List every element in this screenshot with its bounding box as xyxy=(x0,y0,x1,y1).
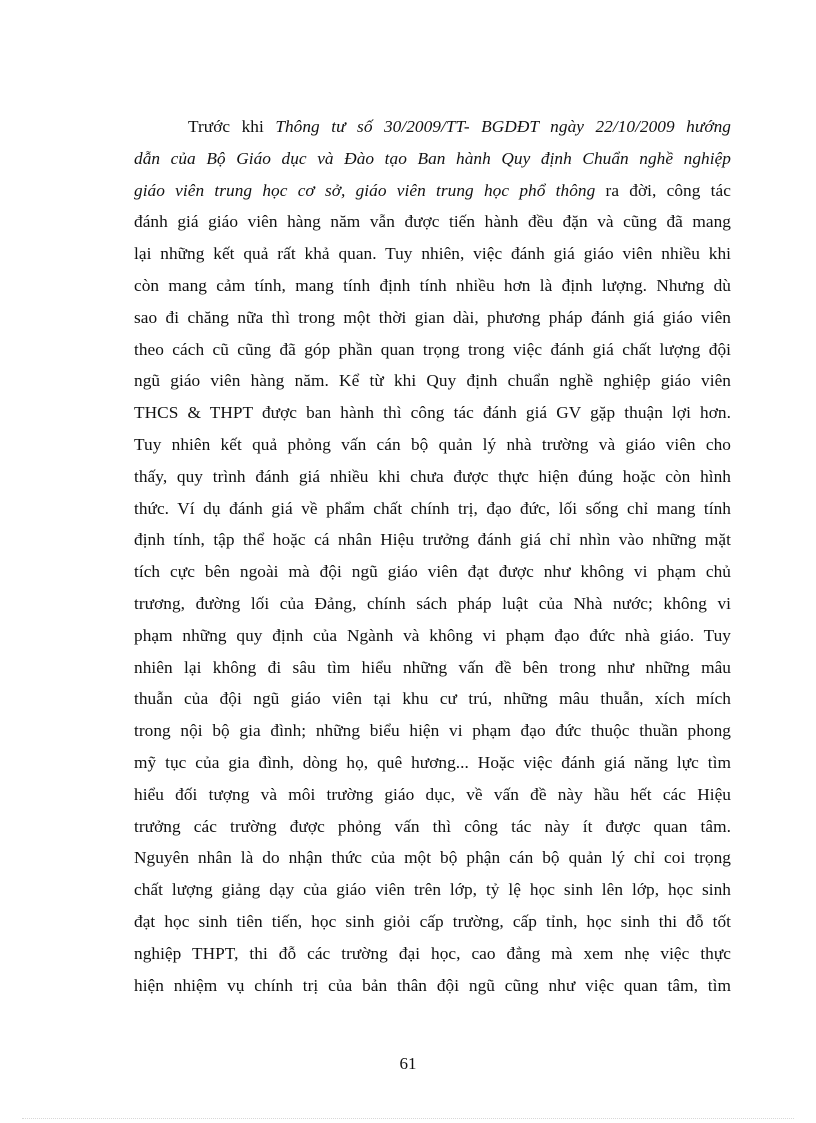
text-segment: phạm những quy định của Ngành và không vi phạm đạo đức nhà giáo. Tuy xyxy=(134,625,731,645)
text-line xyxy=(134,556,731,588)
text-line xyxy=(134,747,731,779)
text-line xyxy=(134,111,731,143)
text-segment: còn mang cảm tính, mang tính định tính nhiều hơn là định lượng. Nhưng dù xyxy=(134,275,731,295)
text-segment: theo cách cũ cũng đã góp phần quan trọng trong việc đánh giá chất lượng đội xyxy=(134,339,731,359)
text-segment: đánh giá giáo viên hàng năm vẫn được tiến hành đều đặn và cũng đã mang xyxy=(134,212,731,232)
text-segment: trương, đường lối của Đảng, chính sách pháp luật của Nhà nước; không vi xyxy=(134,593,731,613)
text-segment: Trước khi xyxy=(188,117,276,136)
text-line xyxy=(134,620,731,652)
text-segment: thấy, quy trình đánh giá nhiều khi chưa được thực hiện đúng hoặc còn hình xyxy=(134,466,731,486)
text-line xyxy=(134,461,731,493)
text-segment: nhiên lại không đi sâu tìm hiểu những vấn đề bên trong như những mâu xyxy=(134,657,731,677)
text-segment: sao đi chăng nữa thì trong một thời gian dài, phương pháp đánh giá giáo viên xyxy=(134,307,731,327)
italic-text-segment: Thông tư số 30/2009/TT- BGDĐT ngày 22/10/2009 hướng xyxy=(275,117,731,136)
text-line xyxy=(134,970,731,1002)
text-segment: thức. Ví dụ đánh giá về phẩm chất chính trị, đạo đức, lối sống chỉ mang tính xyxy=(134,498,731,518)
text-line xyxy=(134,397,731,429)
page-number: 61 xyxy=(399,1054,417,1073)
text-segment: hiểu đối tượng và môi trường giáo dục, về vấn đề này hầu hết các Hiệu xyxy=(134,784,731,804)
text-line xyxy=(134,524,731,556)
text-segment: ngũ giáo viên hàng năm. Kể từ khi Quy định chuẩn nghề nghiệp giáo viên xyxy=(134,371,731,391)
text-line xyxy=(134,874,731,906)
text-line xyxy=(134,811,731,843)
text-segment: THCS & THPT được ban hành thì công tác đánh giá GV gặp thuận lợi hơn. xyxy=(134,403,731,423)
body-paragraph xyxy=(134,111,731,1001)
text-line xyxy=(134,715,731,747)
text-line xyxy=(134,652,731,684)
text-line xyxy=(134,683,731,715)
text-segment: trong nội bộ gia đình; những biểu hiện vi phạm đạo đức thuộc thuần phong xyxy=(134,721,731,741)
text-line xyxy=(134,143,731,175)
text-segment: chất lượng giảng dạy của giáo viên trên lớp, tỷ lệ học sinh lên lớp, học sinh xyxy=(134,880,731,900)
text-line xyxy=(134,493,731,525)
text-segment: nghiệp THPT, thi đỗ các trường đại học, cao đẳng mà xem nhẹ việc thực xyxy=(134,943,731,963)
text-line xyxy=(134,938,731,970)
text-segment: Nguyên nhân là do nhận thức của một bộ phận cán bộ quản lý chỉ coi trọng xyxy=(134,848,731,868)
text-segment: thuẫn của đội ngũ giáo viên tại khu cư trú, những mâu thuẫn, xích mích xyxy=(134,689,731,709)
text-line xyxy=(134,588,731,620)
text-line xyxy=(134,429,731,461)
italic-text-segment: dẫn của Bộ Giáo dục và Đào tạo Ban hành Quy định Chuẩn nghề nghiệp xyxy=(134,148,731,168)
text-segment: định tính, tập thể hoặc cá nhân Hiệu trưởng đánh giá chỉ nhìn vào những mặt xyxy=(134,530,731,550)
text-segment: trưởng các trường được phỏng vấn thì công tác này ít được quan tâm. xyxy=(134,816,731,836)
text-segment: đạt học sinh tiên tiến, học sinh giỏi cấp trường, cấp tỉnh, học sinh thi đỗ tốt xyxy=(134,911,731,931)
text-line xyxy=(134,779,731,811)
text-line xyxy=(134,238,731,270)
text-line xyxy=(134,302,731,334)
italic-text-segment: giáo viên trung học cơ sở, giáo viên trung học phổ thông xyxy=(134,180,596,200)
text-segment: Tuy nhiên kết quả phỏng vấn cán bộ quản lý nhà trường và giáo viên cho xyxy=(134,434,731,454)
text-line xyxy=(134,906,731,938)
text-line xyxy=(134,842,731,874)
text-line xyxy=(134,175,731,207)
page-bottom-border xyxy=(22,1118,794,1119)
text-segment: tích cực bên ngoài mà đội ngũ giáo viên đạt được như không vi phạm chủ xyxy=(134,562,731,582)
text-segment: lại những kết quả rất khả quan. Tuy nhiên, việc đánh giá giáo viên nhiều khi xyxy=(134,244,731,264)
text-line xyxy=(134,365,731,397)
text-segment: mỹ tục của gia đình, dòng họ, quê hương... Hoặc việc đánh giá năng lực tìm xyxy=(134,752,731,772)
text-line xyxy=(134,206,731,238)
text-segment: hiện nhiệm vụ chính trị của bản thân đội ngũ cũng như việc quan tâm, tìm xyxy=(134,975,731,995)
text-line xyxy=(134,334,731,366)
text-segment: ra đời, công tác xyxy=(595,180,731,200)
text-line xyxy=(134,270,731,302)
